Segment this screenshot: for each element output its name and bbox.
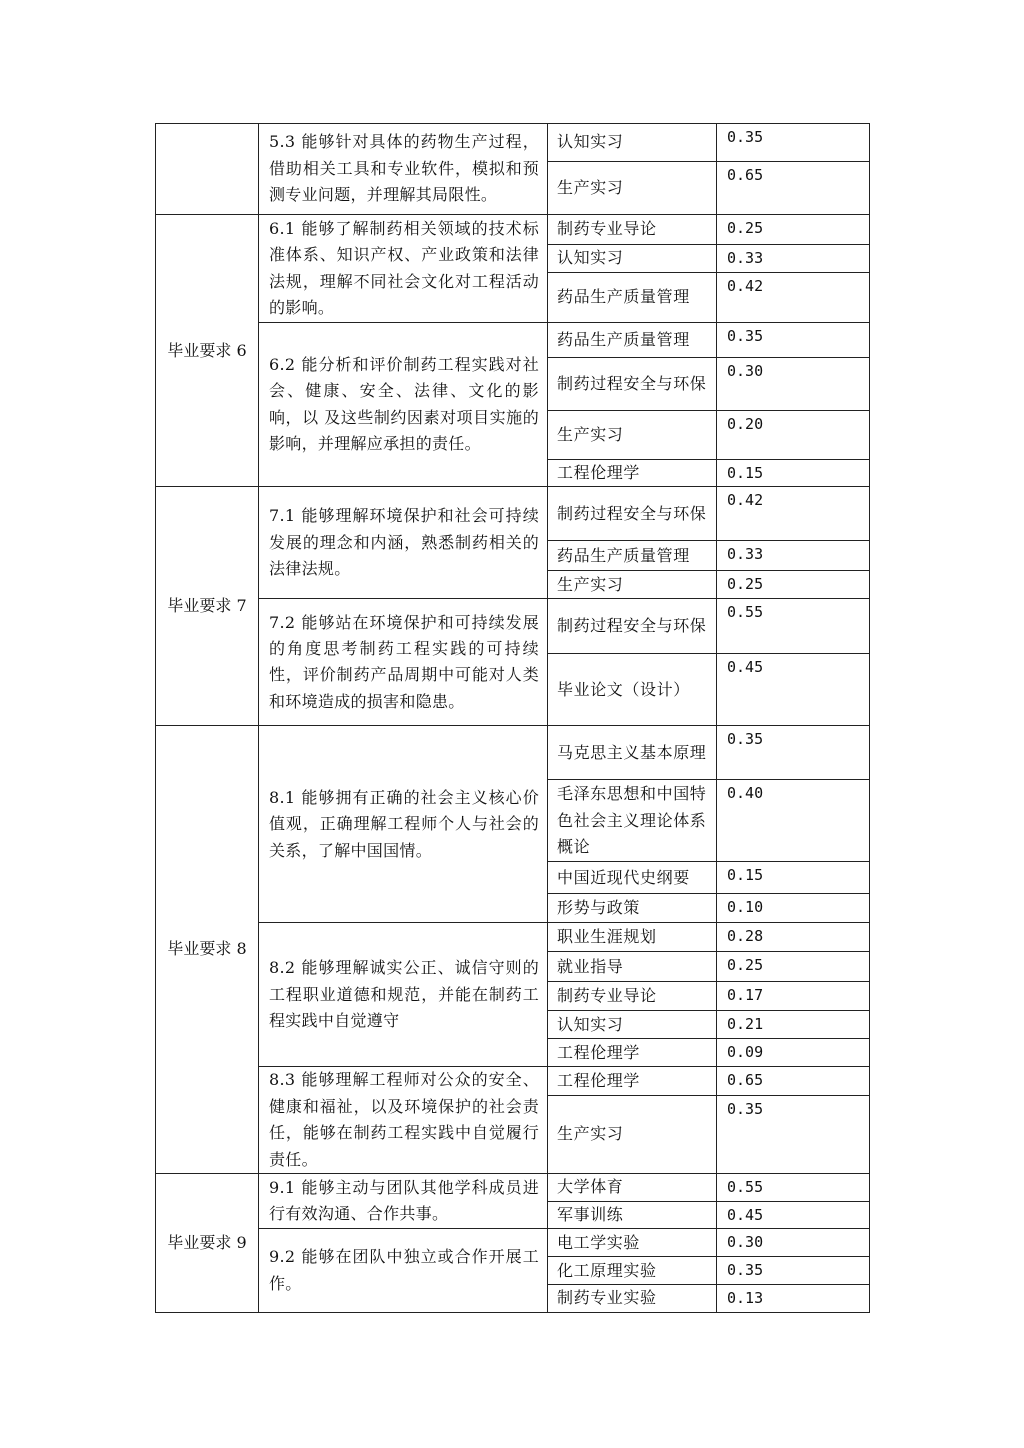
weight-cell: 0.42 [717,273,870,323]
weight-cell: 0.25 [717,215,870,245]
weight-cell: 0.45 [717,654,870,726]
weight-cell: 0.55 [717,599,870,654]
course-cell: 制药专业实验 [548,1285,717,1312]
weight-cell: 0.65 [717,162,870,215]
course-cell: 工程伦理学 [548,1067,717,1095]
course-cell: 化工原理实验 [548,1257,717,1285]
requirement-cell: 毕业要求 7 [156,487,259,726]
weight-cell: 0.13 [717,1285,870,1312]
weight-cell: 0.35 [717,323,870,358]
indicator-cell: 7.2 能够站在环境保护和可持续发展的角度思考制药工程实践的可持续性，评价制药产品周期中可能对人类和环境造成的损害和隐患。 [259,599,548,726]
course-cell: 药品生产质量管理 [548,273,717,323]
course-cell: 生产实习 [548,162,717,215]
course-cell: 制药过程安全与环保 [548,599,717,654]
course-cell: 制药过程安全与环保 [548,487,717,541]
weight-cell: 0.30 [717,1229,870,1257]
indicator-cell: 9.2 能够在团队中独立或合作开展工作。 [259,1229,548,1312]
indicator-cell: 8.2 能够理解诚实公正、诚信守则的工程职业道德和规范，并能在制药工程实践中自觉遵守 [259,923,548,1067]
requirement-cell [156,124,259,215]
indicator-cell: 6.2 能分析和评价制药工程实践对社会、健康、安全、法律、文化的影响，以 及这些制约因素对项目实施的影响，并理解应承担的责任。 [259,323,548,487]
course-cell: 就业指导 [548,952,717,982]
weight-cell: 0.28 [717,923,870,952]
course-cell: 药品生产质量管理 [548,541,717,571]
indicator-cell: 9.1 能够主动与团队其他学科成员进行有效沟通、合作共事。 [259,1173,548,1228]
weight-cell: 0.25 [717,952,870,982]
weight-cell: 0.42 [717,487,870,541]
course-cell: 大学体育 [548,1173,717,1201]
course-cell: 毛泽东思想和中国特色社会主义理论体系概论 [548,780,717,862]
requirement-cell: 毕业要求 9 [156,1173,259,1312]
indicator-cell: 6.1 能够了解制药相关领域的技术标准体系、知识产权、产业政策和法律法规，理解不同社会文化对工程活动的影响。 [259,215,548,323]
indicator-cell: 7.1 能够理解环境保护和社会可持续发展的理念和内涵，熟悉制药相关的法律法规。 [259,487,548,599]
course-cell: 制药过程安全与环保 [548,358,717,411]
course-cell: 中国近现代史纲要 [548,862,717,894]
weight-cell: 0.17 [717,982,870,1011]
course-cell: 认知实习 [548,245,717,273]
weight-cell: 0.33 [717,541,870,571]
weight-cell: 0.10 [717,894,870,923]
weight-cell: 0.15 [717,862,870,894]
weight-cell: 0.15 [717,460,870,487]
course-cell: 生产实习 [548,571,717,599]
weight-cell: 0.55 [717,1173,870,1201]
weight-cell: 0.21 [717,1011,870,1039]
weight-cell: 0.35 [717,726,870,780]
requirements-course-table [155,123,870,1313]
indicator-cell: 5.3 能够针对具体的药物生产过程，借助相关工具和专业软件，模拟和预测专业问题，并理解其局限性。 [259,124,548,215]
indicator-cell: 8.3 能够理解工程师对公众的安全、健康和福祉，以及环境保护的社会责任，能够在制药工程实践中自觉履行责任。 [259,1067,548,1174]
weight-cell: 0.33 [717,245,870,273]
course-cell: 电工学实验 [548,1229,717,1257]
weight-cell: 0.35 [717,1257,870,1285]
course-cell: 马克思主义基本原理 [548,726,717,780]
course-cell: 形势与政策 [548,894,717,923]
course-cell: 工程伦理学 [548,1039,717,1067]
course-cell: 军事训练 [548,1201,717,1228]
weight-cell: 0.40 [717,780,870,862]
course-cell: 药品生产质量管理 [548,323,717,358]
course-cell: 认知实习 [548,124,717,162]
weight-cell: 0.45 [717,1201,870,1228]
requirement-cell: 毕业要求 6 [156,215,259,487]
weight-cell: 0.30 [717,358,870,411]
weight-cell: 0.20 [717,411,870,460]
course-cell: 职业生涯规划 [548,923,717,952]
weight-cell: 0.35 [717,1095,870,1173]
indicator-cell: 8.1 能够拥有正确的社会主义核心价值观，正确理解工程师个人与社会的关系，了解中国国情。 [259,726,548,923]
weight-cell: 0.25 [717,571,870,599]
course-cell: 制药专业导论 [548,982,717,1011]
course-cell: 认知实习 [548,1011,717,1039]
course-cell: 毕业论文（设计） [548,654,717,726]
course-cell: 工程伦理学 [548,460,717,487]
course-cell: 制药专业导论 [548,215,717,245]
course-cell: 生产实习 [548,411,717,460]
course-cell: 生产实习 [548,1095,717,1173]
requirement-cell: 毕业要求 8 [156,726,259,1174]
weight-cell: 0.09 [717,1039,870,1067]
weight-cell: 0.65 [717,1067,870,1095]
weight-cell: 0.35 [717,124,870,162]
